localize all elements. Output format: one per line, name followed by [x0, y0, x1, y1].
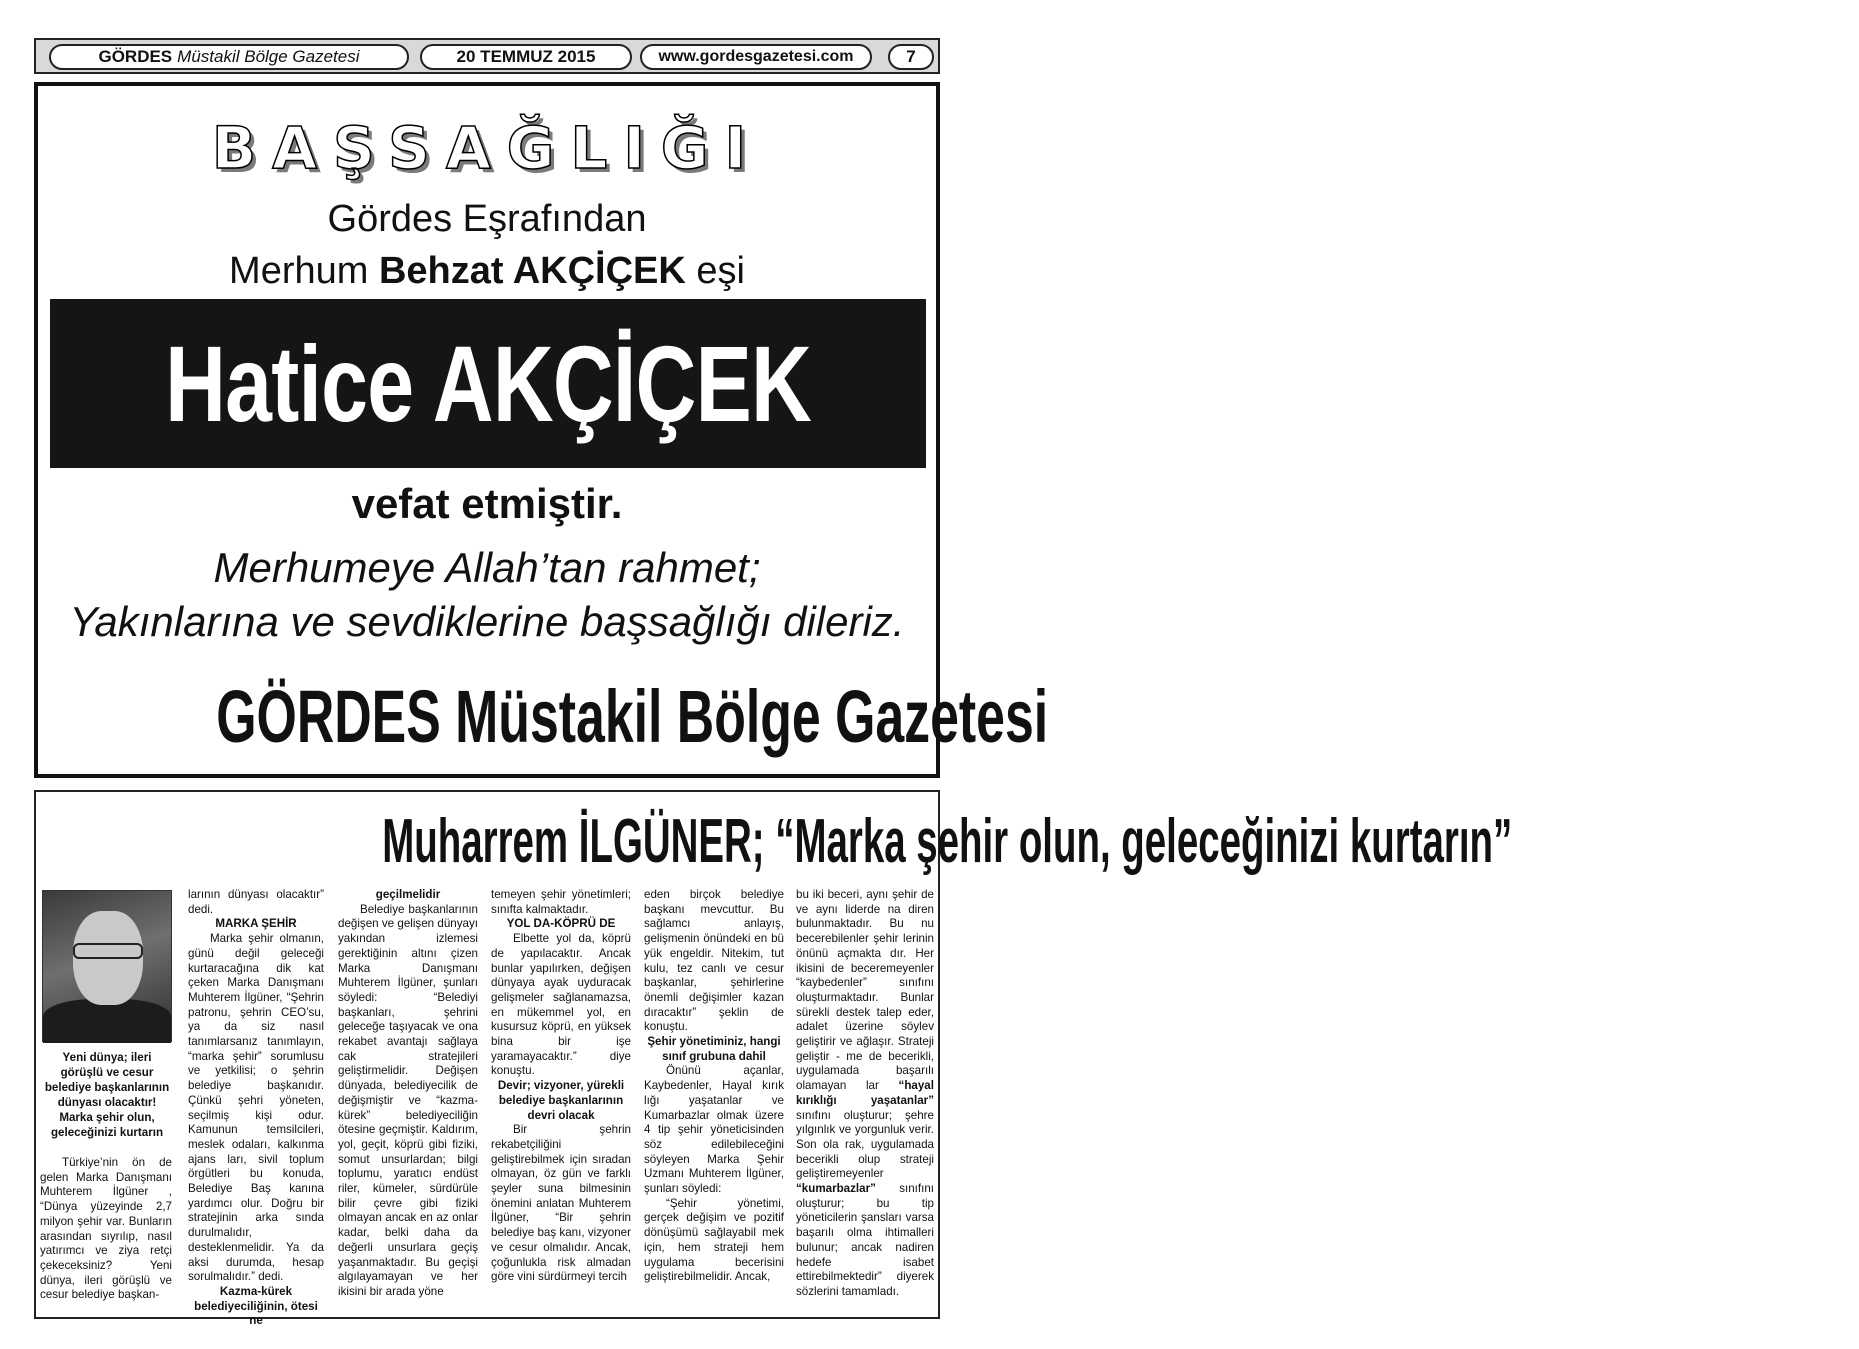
article-column-6	[796, 888, 934, 1300]
line2-pre: Merhum	[229, 250, 379, 292]
page-number: 7	[888, 44, 934, 70]
col5-text-b: sınıfını oluşturur; şehre yılgınlık ve yorgunluk verir. Son ola rak, uygulamada becerikli olup strateji geliştiremeyenler	[796, 1108, 934, 1181]
col5-bold-2: “kumarbazlar”	[796, 1182, 876, 1196]
col2-text: Belediye başkanlarının değişen ve gelişen dünyayı yakından izlemesi gerektiğinin altını çizen Marka Danışmanı Muhterem İlgüner, şunları söyledi: “Belediyi başkanları, şehrini geleceğe taşıyacak ve ona rekabet avantajı sağlaya cak stratejileri geliştirmelidir. Değişen dünyada, belediyecilik de değişmiştir ve “kazma-kürek” belediyeciliğin ötesine geçmiştir. Kaldırım, yol, geçit, köprü gibi fiziki, somut unsurlardan; bilgi toplumu, yaratıcı endüst riler, kümeler, sürdürüle bilir çevre gibi fiziki olmayan ancak en az onlar kadar, belki daha da değerli unsurlara geçiş yaşanmaktadır. Bu geçişi algılayamayan ve her ikisini bir arada yöne	[338, 902, 478, 1298]
col3-text-a: temeyen şehir yönetimleri; sınıfta kalmaktadır.	[491, 888, 631, 916]
paper-name-pill	[49, 44, 409, 70]
article-column-5	[644, 888, 784, 1285]
passed-away-text: vefat etmiştir.	[351, 480, 623, 527]
deceased-name: Hatice AKÇİÇEK	[165, 323, 811, 444]
article-column-1	[40, 1156, 172, 1303]
issue-date: 20 TEMMUZ 2015	[420, 44, 632, 70]
col2-subheading: geçilmelidir	[375, 888, 441, 901]
article-column-2	[188, 888, 324, 1329]
condolence-signature	[38, 674, 1049, 759]
col1-text-b: Marka şehir olmanın, günü değil geleceği kurtaracağına dik kat çeken Marka Danışmanı Muhterem İlgüner, “Şehrin patronu, şehrin CEO’su, ya da siz nasıl tanımlarsanız tanımlayın, “marka şehir” sorumlusu ve yetkilisi; o şehrin belediye başkanıdır. Çünkü şehri yöneten, seçilmiş kişi odur. Kamunun temsilcileri, meslek odaları, kalkınma ajans ları, sivil toplum örgütleri bu konuda, Belediye Baş kanına yardımcı olur. Doğru bir stratejinin arka sında durulmalıdır, desteklenmelidir. Ya da aksi durumda, hesap sorulmalıdır.” dedi.	[188, 932, 324, 1284]
col4-text-a: eden birçok belediye başkanı mevcuttur. Bu sağlamcı anlayış, gelişmenin önündeki en bü yük engeldir. Nitekim, tut kulu, tez canlı ve cesur başkanlar, şehirlerine önemli değişimler kazan dıracaktır” şeklin de konuştu.	[644, 888, 784, 1034]
condolence-title: BAŞSAĞLIĞI	[211, 114, 763, 182]
prayer-line1: Merhumeye Allah’tan rahmet;	[213, 544, 761, 591]
col3-text-c: Bir şehrin rekabetçiliğini geliştirebilmek için sıradan olmayan, öz gün ve farklı şeyler suna bilmesinin önemini anlatan Muhterem İlgüner, “Bir şehrin belediye baş kanı, vizyoner ve cesur olmalıdır. Ancak, çoğunlukla risk almadan göre vini sürdürmeyi tercih	[491, 1123, 631, 1284]
col3-text-b: Elbette yol da, köprü de yapılacaktır. Ancak bunlar yapılırken, değişen dünyaya ayak uyduracak gelişmeler sağlanamazsa, en mükemmel yol, en kusursuz köprü, en yüksek bina bir işe yaramayacaktır.” diye konuştu.	[491, 932, 631, 1078]
paper-name-rest: Müstakil Bölge Gazetesi	[177, 47, 360, 66]
condolence-line1: Gördes Eşrafından	[327, 198, 647, 240]
col3-subheading: YOL DA-KÖPRÜ DE	[506, 917, 616, 931]
col5-text-a: bu iki beceri, aynı şehir de ve aynı liderde na diren bulunmaktadır. Bu nu becerebilenler şehir lerinin önünü açmakta dır. Her ikisini de beceremeyenler “kaybedenler” sınıfını oluşturmaktadır. Bunlar sürekli destek talep eder, adalet üzerine söylev geliştirir ve ağlaşır. Strateji geliştir - me de becerikli, uygulamada başarılı olamayan lar	[796, 888, 934, 1093]
col4-text-c: “Şehir yönetimi, gerçek değişim ve pozitif dönüşümü sağlayabil mek için, hem strateji hem uygulama becerisini geliştirebilmelidir. Ancak,	[644, 1196, 784, 1284]
article-column-3	[338, 888, 478, 1300]
website-link[interactable]: www.gordesgazetesi.com	[640, 44, 872, 70]
photo-caption: Yeni dünya; ileri görüşlü ve cesur belediye başkanlarının dünyası olacaktır! Marka şehir olun, geleceğinizi kurtarın	[44, 1051, 170, 1139]
condolence-line2	[38, 250, 936, 293]
deceased-name-bar	[50, 299, 926, 468]
col4-text-b: Önünü açanlar, Kaybedenler, Hayal kırık lığı yaşatanlar ve Kumarbazlar olmak üzere 4 tip şehir yöneticisinden söz edilebileceğini söyleyen Marka Şehir Uzmanı Muhterem İlgüner, şunları söyledi:	[644, 1064, 784, 1196]
paper-name-bold: GÖRDES	[98, 47, 173, 66]
col5-bold-1: “hayal kırıklığı yaşatanlar”	[796, 1079, 934, 1107]
col5-text	[796, 888, 934, 1300]
photo-glasses	[73, 943, 143, 959]
article-headline	[36, 806, 1513, 877]
col3-subheading-2: Devir; vizyoner, yürekli belediye başkanlarının devri olacak	[497, 1079, 625, 1122]
col0-text: Türkiye’nin ön de gelen Marka Danışmanı Muhterem İlgüner , “Dünya yüzeyinde 2,7 milyon şehir var. Bunların arasından sıyrılıp, nasıl yatırımcı ve ziya retçi çekeceksiniz? Yeni dünya, ileri görüşlü ve cesur belediye başkan-	[40, 1156, 172, 1302]
condolence-notice	[34, 82, 1049, 778]
page-header	[34, 38, 940, 74]
col1-text-a: larının dünyası olacaktır” dedi.	[188, 888, 324, 916]
signature-text: GÖRDES Müstakil Bölge Gazetesi	[216, 675, 1049, 758]
col5-text-c: sınıfını oluşturur; bu tip yöneticilerin şansları varsa başarılı olma ihtimalleri bulunur; ancak nadiren hedefe isabet ettirebilmektedir” diyerek sözlerini tamamladı.	[796, 1182, 934, 1298]
line2-post: eşi	[685, 250, 745, 292]
col1-subheading-2: Kazma-kürek belediyeciliğinin, ötesi ne	[194, 1284, 318, 1328]
col1-subheading: MARKA ŞEHİR	[215, 917, 297, 931]
article-column-4	[491, 888, 631, 1285]
late-husband-name: Behzat AKÇİÇEK	[378, 250, 686, 292]
prayer-line2: Yakınlarına ve sevdiklerine başsağlığı dileriz.	[69, 598, 905, 645]
article-box	[34, 790, 1513, 1328]
col4-subheading: Şehir yönetiminiz, hangi sınıf grubuna dahil	[647, 1035, 781, 1063]
photo-suit	[43, 999, 171, 1043]
article-headline-text: Muharrem İLGÜNER; “Marka şehir olun, geleceğinizi kurtarın”	[382, 807, 1513, 876]
portrait-photo	[42, 890, 172, 1042]
